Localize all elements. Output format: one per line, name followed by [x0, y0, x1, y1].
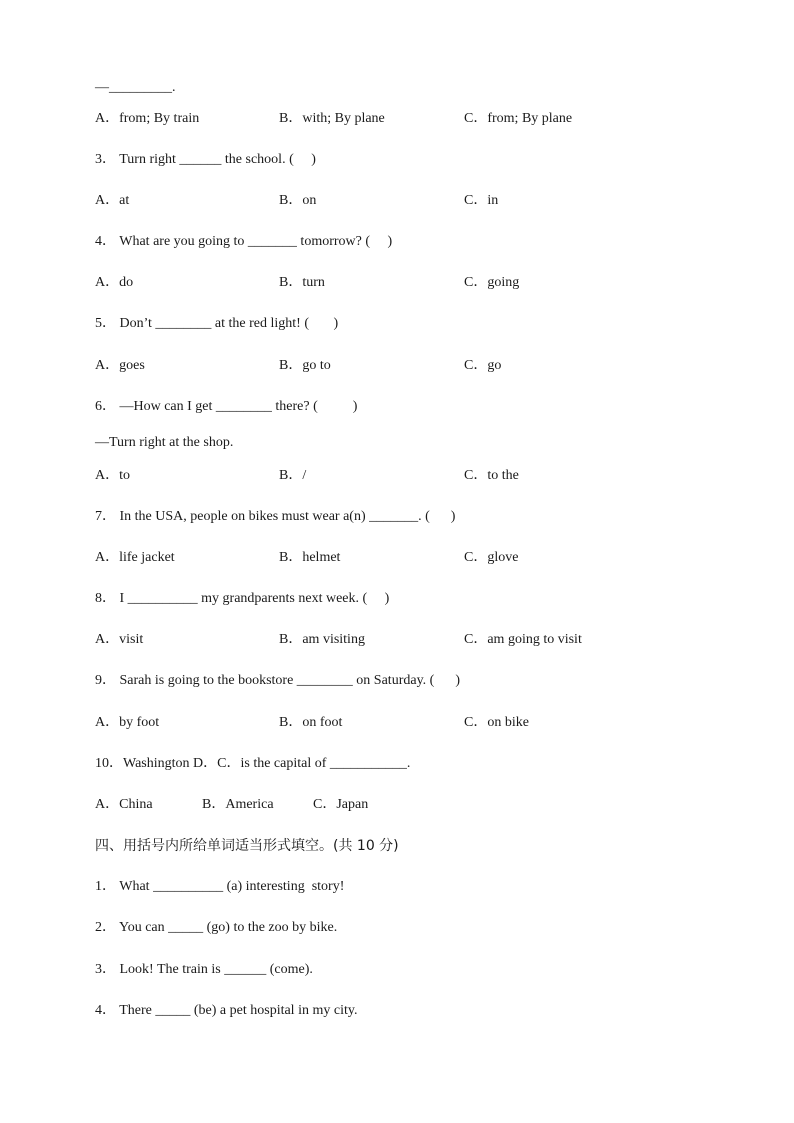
section-4-heading: 四、用括号内所给单词适当形式填空。(共 10 分) [95, 838, 399, 854]
question-10: 10．Washington D．C．is the capital of ___________. [95, 756, 411, 771]
q9-option-b: B．on foot [279, 715, 343, 730]
q3-option-c: C．in [464, 193, 499, 208]
q3-option-a: A．at [95, 193, 130, 208]
q6-option-b: B．/ [279, 468, 307, 483]
question-6-answer-line: —Turn right at the shop. [95, 435, 234, 450]
question-8: 8． I __________ my grandparents next week. ( ) [95, 591, 390, 606]
q4-option-c: C．going [464, 275, 520, 290]
q5-option-c: C．go [464, 358, 502, 373]
q4-option-a: A．do [95, 275, 134, 290]
question-9: 9． Sarah is going to the bookstore ________ on Saturday. ( ) [95, 673, 460, 688]
q6-option-a: A．to [95, 468, 130, 483]
question-7: 7． In the USA, people on bikes must wear a(n) _______. ( ) [95, 509, 456, 524]
q7-option-a: A．life jacket [95, 550, 175, 565]
q9-option-a: A．by foot [95, 715, 160, 730]
q2-option-b: B．with; By plane [279, 111, 385, 126]
question-4: 4． What are you going to _______ tomorrow? ( ) [95, 234, 393, 249]
q9-option-c: C．on bike [464, 715, 529, 730]
fill-in-item-2: 2． You can _____ (go) to the zoo by bike. [95, 920, 338, 935]
q10-option-b: B．America [202, 797, 274, 812]
fill-in-item-3: 3． Look! The train is ______ (come). [95, 962, 313, 977]
q8-option-b: B．am visiting [279, 632, 365, 647]
q6-option-c: C．to the [464, 468, 519, 483]
q7-option-b: B．helmet [279, 550, 341, 565]
fill-in-item-1: 1． What __________ (a) interesting story! [95, 879, 345, 894]
q2-option-c: C．from; By plane [464, 111, 573, 126]
q8-option-a: A．visit [95, 632, 144, 647]
q10-option-c: C．Japan [313, 797, 369, 812]
q2-option-a: A．from; By train [95, 111, 200, 126]
q3-option-b: B．on [279, 193, 317, 208]
q7-option-c: C．glove [464, 550, 519, 565]
fill-in-item-4: 4． There _____ (be) a pet hospital in my city. [95, 1003, 358, 1018]
q8-option-c: C．am going to visit [464, 632, 582, 647]
answer-blank-line: —_________. [95, 80, 176, 95]
question-3: 3． Turn right ______ the school. ( ) [95, 152, 316, 167]
q10-option-a: A．China [95, 797, 153, 812]
question-5: 5． Don’t ________ at the red light! ( ) [95, 316, 339, 331]
q5-option-a: A．goes [95, 358, 145, 373]
question-6: 6． —How can I get ________ there? ( ) [95, 399, 358, 414]
q5-option-b: B．go to [279, 358, 331, 373]
q4-option-b: B．turn [279, 275, 325, 290]
